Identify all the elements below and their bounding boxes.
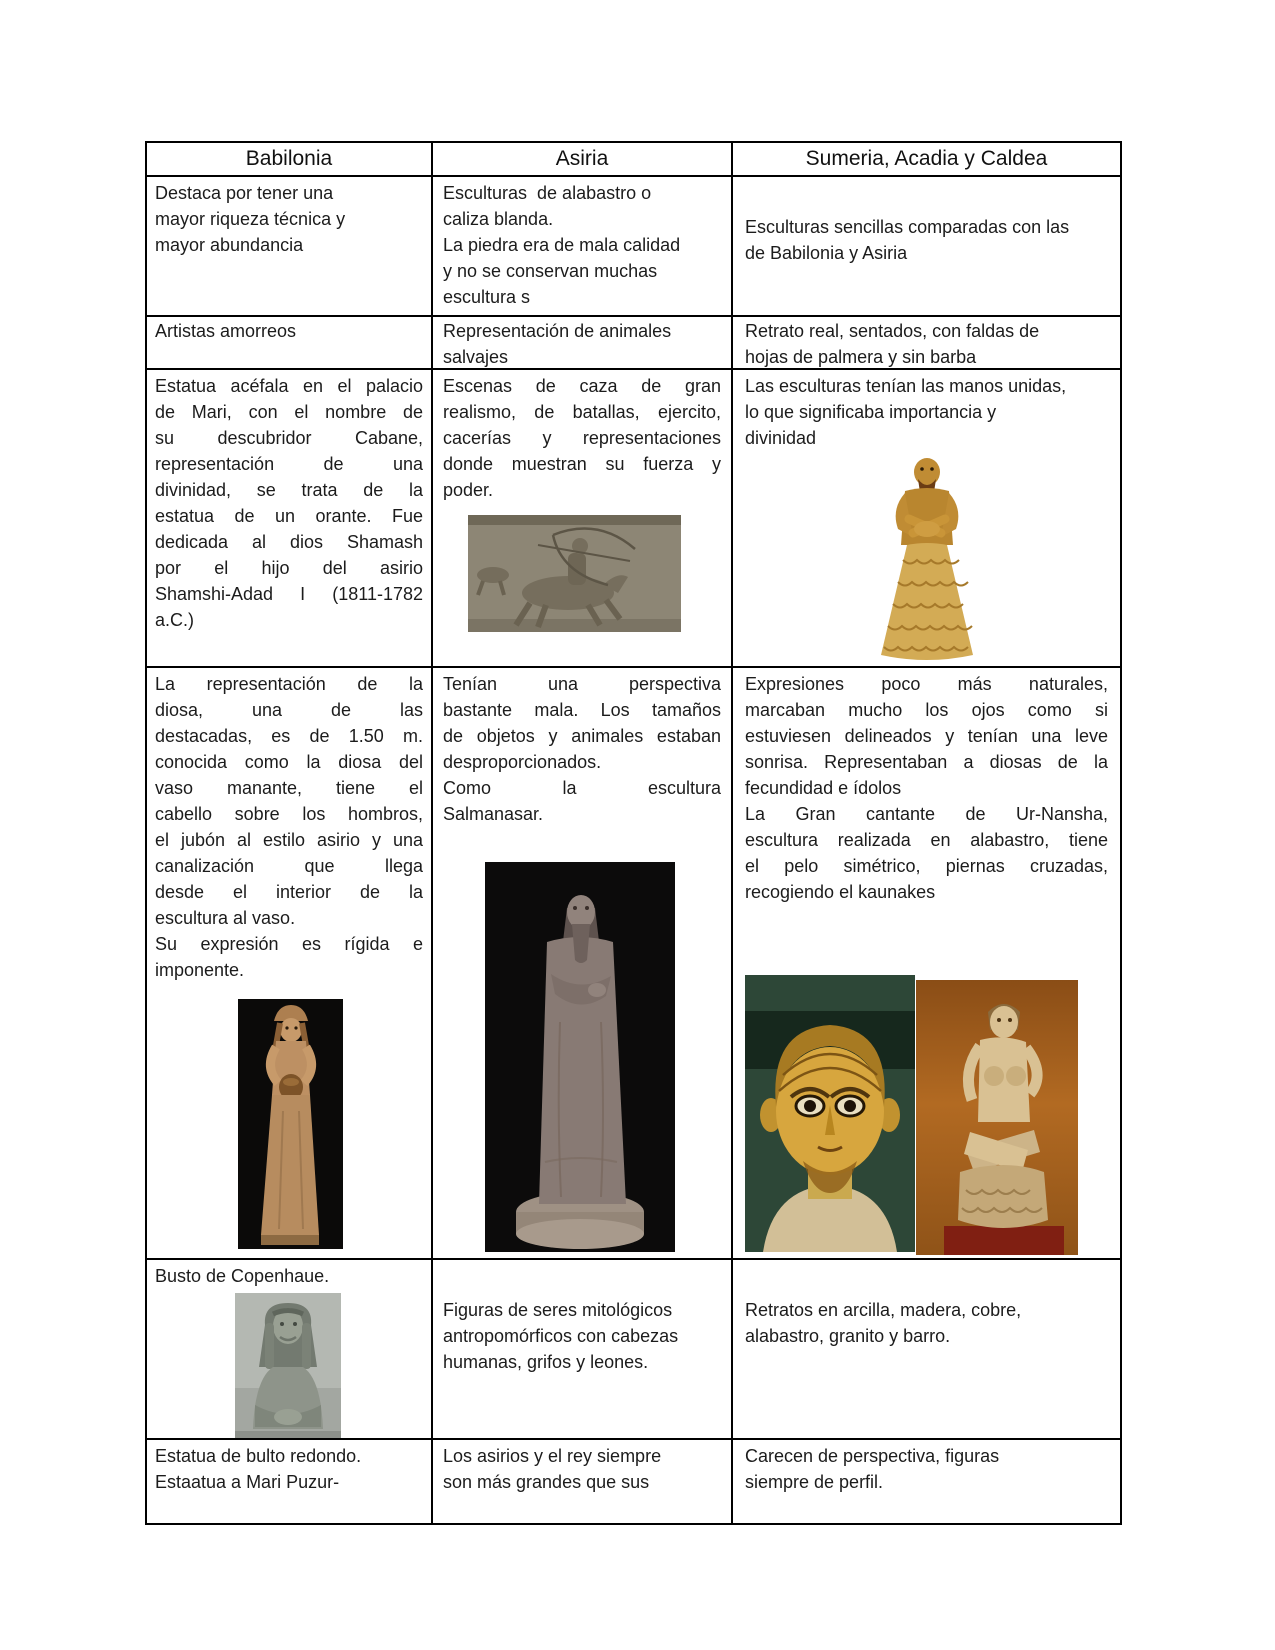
text-line: Escenas de caza de gran (443, 376, 721, 396)
text-line: mayor abundancia (155, 235, 304, 255)
text-line: divinidad (745, 428, 817, 448)
text-line: fecundidad e ídolos (745, 778, 902, 798)
text-line: Estatua acéfala en el palacio (155, 376, 423, 396)
text-line: desde el interior de la (155, 882, 423, 902)
text-block (443, 318, 721, 370)
goddess-flowing-vase-image (238, 999, 423, 1249)
text-line: el pelo simétrico, piernas cruzadas, (745, 856, 1108, 876)
text-line: canalización que llega (155, 856, 423, 876)
text-line: Los asirios y el rey siempre (443, 1446, 662, 1466)
text-line: sonrisa. Representaban a diosas de la (745, 752, 1108, 772)
header-babilonia (147, 143, 433, 177)
text-block (443, 775, 721, 827)
cell-r1-sumeria (733, 177, 1122, 317)
text-line: de objetos y animales estaban (443, 726, 721, 746)
header-sumeria-label: Sumeria, Acadia y Caldea (805, 147, 1048, 170)
text-line: Estatua de bulto redondo. (155, 1446, 362, 1466)
text-line: realismo, de batallas, ejercito, (443, 402, 721, 422)
seated-figure-graphic (916, 980, 1078, 1255)
text-block (745, 318, 1108, 370)
text-block (155, 318, 423, 344)
cell-r3-asiria (433, 370, 733, 668)
cell-r4-sumeria (733, 668, 1122, 1260)
cell-r2-babilonia (147, 317, 433, 370)
text-line: siempre de perfil. (745, 1472, 884, 1492)
cell-r5-babilonia (147, 1260, 433, 1440)
votive-statue-graphic (875, 457, 979, 662)
text-line: desproporcionados. (443, 752, 602, 772)
salmanasar-graphic (485, 862, 675, 1252)
text-line: Su expresión es rígida e (155, 934, 423, 954)
copenhagen-bust-graphic (235, 1293, 341, 1438)
hunt-relief-graphic (468, 515, 681, 632)
text-block (155, 180, 423, 258)
cell-r6-asiria (433, 1440, 733, 1525)
text-line: La Gran cantante de Ur-Nansha, (745, 804, 1108, 824)
text-line: antropomórficos con cabezas (443, 1326, 679, 1346)
cell-r6-sumeria (733, 1440, 1122, 1525)
text-block (745, 1297, 1108, 1349)
text-block (155, 1263, 423, 1289)
text-line: Retratos en arcilla, madera, cobre, (745, 1300, 1022, 1320)
cell-r2-asiria (433, 317, 733, 370)
text-line: y no se conservan muchas (443, 261, 658, 281)
text-line: el jubón al estilo asirio y una (155, 830, 423, 850)
text-line: vaso manante, tiene el (155, 778, 423, 798)
text-block (745, 214, 1108, 266)
text-line: a.C.) (155, 610, 195, 630)
header-babilonia-label: Babilonia (245, 147, 333, 170)
text-line: recogiendo el kaunakes (745, 882, 936, 902)
text-line: Estaatua a Mari Puzur- (155, 1472, 340, 1492)
text-block (443, 180, 721, 310)
cell-r5-asiria (433, 1260, 733, 1440)
text-line: de Babilonia y Asiria (745, 243, 908, 263)
text-line: escultura realizada en alabastro, tiene (745, 830, 1108, 850)
text-block (155, 373, 423, 633)
assyrian-hunt-relief-image (468, 515, 721, 632)
cell-r4-asiria (433, 668, 733, 1260)
cell-r6-babilonia (147, 1440, 433, 1525)
text-line: su descubridor Cabane, (155, 428, 423, 448)
text-line: bastante mala. Los tamaños (443, 700, 721, 720)
cell-r1-babilonia (147, 177, 433, 317)
text-line: Salmanasar. (443, 804, 544, 824)
text-line: salvajes (443, 347, 509, 367)
votive-orant-statue-image (875, 457, 1108, 662)
cell-r4-babilonia (147, 668, 433, 1260)
text-block (443, 1297, 721, 1375)
text-line: cacerías y representaciones (443, 428, 721, 448)
text-line: Esculturas sencillas comparadas con las (745, 217, 1070, 237)
text-line: La representación de la (155, 674, 423, 694)
text-line: escultura al vaso. (155, 908, 296, 928)
text-line: Como la escultura (443, 778, 721, 798)
text-block (745, 801, 1108, 905)
text-line: cabello sobre los hombros, (155, 804, 423, 824)
text-line: Expresiones poco más naturales, (745, 674, 1108, 694)
text-block (745, 1443, 1108, 1495)
text-line: por el hijo del asirio (155, 558, 423, 578)
salmanasar-statue-image (485, 862, 721, 1252)
text-line: escultura s (443, 287, 531, 307)
text-line: divinidad, se trata de la (155, 480, 423, 500)
sumeria-image-pair (745, 975, 1108, 1255)
golden-face-graphic (745, 975, 915, 1252)
text-block (155, 1443, 423, 1495)
text-line: Retrato real, sentados, con faldas de (745, 321, 1040, 341)
text-line: imponente. (155, 960, 245, 980)
cell-r3-babilonia (147, 370, 433, 668)
text-line: poder. (443, 480, 494, 500)
text-line: Shamshi-Adad I (1811-1782 (155, 584, 423, 604)
text-line: dedicada al dios Shamash (155, 532, 423, 552)
text-line: Las esculturas tenían las manos unidas, (745, 376, 1067, 396)
text-block (443, 671, 721, 775)
header-asiria (433, 143, 733, 177)
text-line: diosa, una de las (155, 700, 423, 720)
text-line: Tenían una perspectiva (443, 674, 721, 694)
goddess-statue-graphic (238, 999, 343, 1249)
text-line: Representación de animales (443, 321, 672, 341)
text-line: conocida como la diosa del (155, 752, 423, 772)
header-asiria-label: Asiria (555, 147, 609, 170)
text-line: Artistas amorreos (155, 321, 297, 341)
text-line: humanas, grifos y leones. (443, 1352, 649, 1372)
text-block (745, 373, 1108, 451)
text-line: marcaban mucho los ojos como si (745, 700, 1108, 720)
cell-r5-sumeria (733, 1260, 1122, 1440)
comparison-table (145, 141, 1122, 1525)
cell-r2-sumeria (733, 317, 1122, 370)
header-sumeria (733, 143, 1122, 177)
text-line: donde muestran su fuerza y (443, 454, 721, 474)
golden-face-image (745, 975, 915, 1255)
text-line: Carecen de perspectiva, figuras (745, 1446, 1000, 1466)
text-line: de Mari, con el nombre de (155, 402, 423, 422)
cell-r1-asiria (433, 177, 733, 317)
text-block (443, 1443, 721, 1495)
text-block (745, 671, 1108, 801)
text-line: Destaca por tener una (155, 183, 334, 203)
text-line: Busto de Copenhaue. (155, 1266, 330, 1286)
text-line: son más grandes que sus (443, 1472, 650, 1492)
text-block (443, 373, 721, 503)
text-line: La piedra era de mala calidad (443, 235, 681, 255)
text-line: representación de una (155, 454, 423, 474)
cell-r3-sumeria (733, 370, 1122, 668)
text-line: lo que significaba importancia y (745, 402, 997, 422)
text-line: estuviesen delineados y tenían una leve (745, 726, 1108, 746)
text-block (155, 931, 423, 983)
copenhagen-bust-image (235, 1293, 423, 1438)
seated-figure-image (916, 980, 1078, 1255)
text-line: alabastro, granito y barro. (745, 1326, 951, 1346)
text-line: estatua de un orante. Fue (155, 506, 423, 526)
text-line: caliza blanda. (443, 209, 554, 229)
text-line: Esculturas de alabastro o (443, 183, 652, 203)
text-line: Figuras de seres mitológicos (443, 1300, 673, 1320)
text-line: mayor riqueza técnica y (155, 209, 346, 229)
text-line: destacadas, es de 1.50 m. (155, 726, 423, 746)
text-block (155, 671, 423, 931)
text-line: hojas de palmera y sin barba (745, 347, 977, 367)
